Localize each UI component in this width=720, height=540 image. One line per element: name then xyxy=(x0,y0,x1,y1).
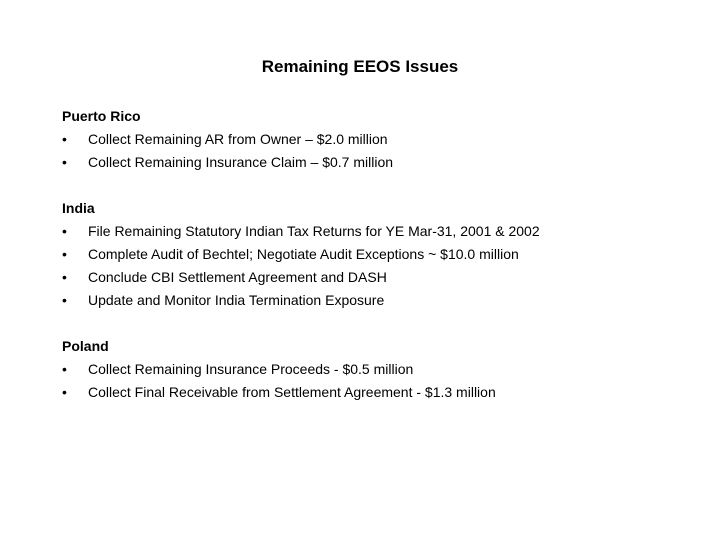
section-poland xyxy=(62,336,702,405)
list-item xyxy=(62,129,702,152)
list-item-text: Complete Audit of Bechtel; Negotiate Audit Exceptions ~ $10.0 million xyxy=(88,246,519,262)
section-heading: India xyxy=(62,200,95,216)
section-heading: Poland xyxy=(62,338,109,354)
list-item xyxy=(62,382,702,405)
bullet-list xyxy=(62,129,702,175)
list-item-text: Conclude CBI Settlement Agreement and DASH xyxy=(88,269,387,285)
bullet-icon: • xyxy=(62,131,67,147)
slide-content xyxy=(62,106,702,405)
bullet-list xyxy=(62,359,702,405)
bullet-icon: • xyxy=(62,361,67,377)
list-item-text: File Remaining Statutory Indian Tax Returns for YE Mar-31, 2001 & 2002 xyxy=(88,223,540,239)
bullet-list xyxy=(62,221,702,313)
bullet-icon: • xyxy=(62,223,67,239)
list-item xyxy=(62,359,702,382)
list-item-text: Collect Remaining AR from Owner – $2.0 million xyxy=(88,131,388,147)
list-item-text: Collect Remaining Insurance Proceeds - $0.5 million xyxy=(88,361,414,377)
list-item xyxy=(62,244,702,267)
bullet-icon: • xyxy=(62,384,67,400)
bullet-icon: • xyxy=(62,269,67,285)
bullet-icon: • xyxy=(62,292,67,308)
bullet-icon: • xyxy=(62,154,67,170)
list-item-text: Collect Remaining Insurance Claim – $0.7 million xyxy=(88,154,394,170)
list-item-text: Update and Monitor India Termination Exposure xyxy=(88,292,385,308)
section-puerto-rico xyxy=(62,106,702,175)
slide-title: Remaining EEOS Issues xyxy=(261,57,459,76)
bullet-icon: • xyxy=(62,246,67,262)
list-item xyxy=(62,290,702,313)
list-item xyxy=(62,152,702,175)
list-item xyxy=(62,221,702,244)
section-heading: Puerto Rico xyxy=(62,108,141,124)
list-item-text: Collect Final Receivable from Settlement Agreement - $1.3 million xyxy=(88,384,496,400)
section-india xyxy=(62,198,702,313)
list-item xyxy=(62,267,702,290)
